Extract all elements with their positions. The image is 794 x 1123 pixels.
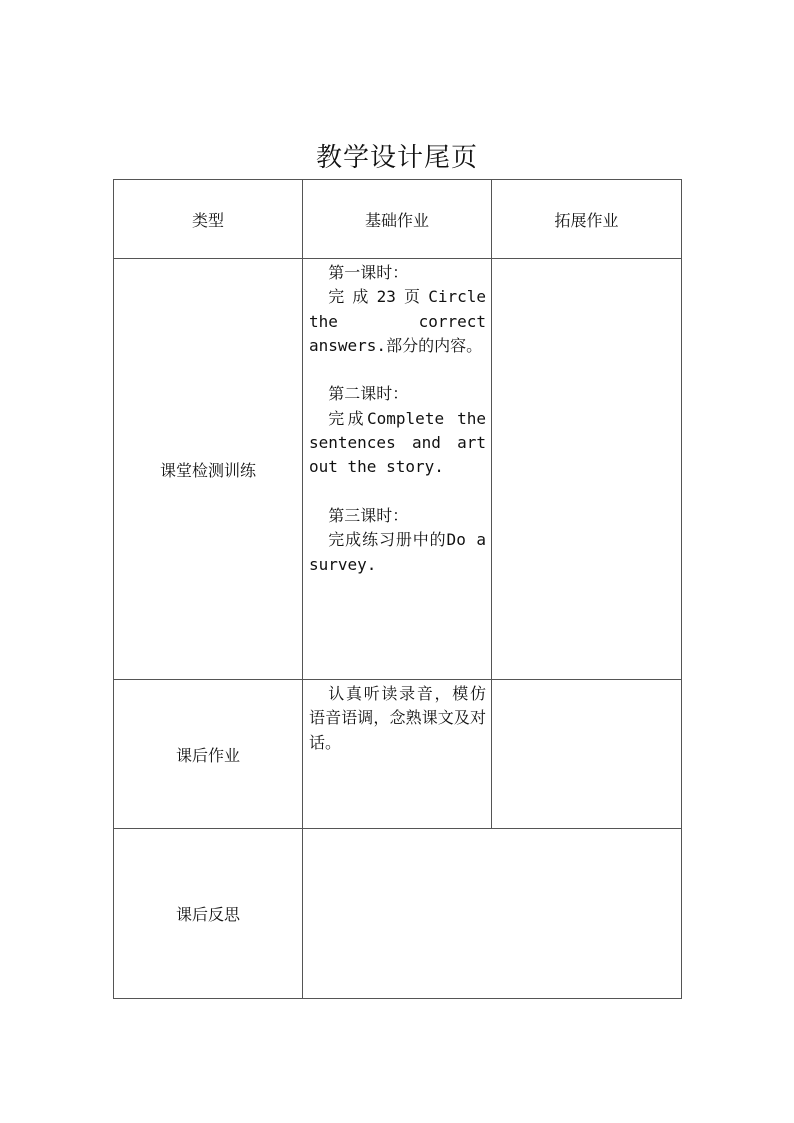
cell-after-class-homework-basic <box>303 680 492 829</box>
lesson2-title: 第二课时： <box>328 384 409 404</box>
lesson3-block <box>309 504 486 577</box>
cell-classroom-practice-extended <box>492 259 682 680</box>
lesson1-title: 第一课时： <box>328 263 409 282</box>
row-label-after-class-homework: 课后作业 <box>114 680 303 829</box>
table-header-row <box>114 180 682 259</box>
homework-basic-text: 认真听读录音，模仿语音语调，念熟课文及对话。 <box>309 684 486 752</box>
lesson3-body: 完成练习册中的Do a survey. <box>309 530 486 574</box>
cell-after-class-homework-extended <box>492 680 682 829</box>
table-row-reflection <box>114 829 682 999</box>
homework-design-table <box>113 179 682 999</box>
lesson1-block <box>309 261 486 358</box>
header-basic-homework: 基础作业 <box>303 180 492 259</box>
row-label-reflection: 课后反思 <box>114 829 303 999</box>
row-label-classroom-practice: 课堂检测训练 <box>114 259 303 680</box>
header-extended-homework: 拓展作业 <box>492 180 682 259</box>
cell-reflection-content <box>303 829 682 999</box>
lesson2-body: 完成Complete the sentences and art out the story. <box>309 408 486 477</box>
lesson1-body: 完成23页Circle the correct answers.部分的内容。 <box>309 287 486 355</box>
page-title: 教学设计尾页 <box>315 143 478 173</box>
lesson2-block <box>309 382 486 479</box>
cell-classroom-practice-basic <box>303 259 492 680</box>
table-row-after-class-homework <box>114 680 682 829</box>
lesson3-title: 第三课时： <box>328 505 409 525</box>
header-type: 类型 <box>114 180 303 259</box>
table-row-classroom-practice <box>114 259 682 680</box>
